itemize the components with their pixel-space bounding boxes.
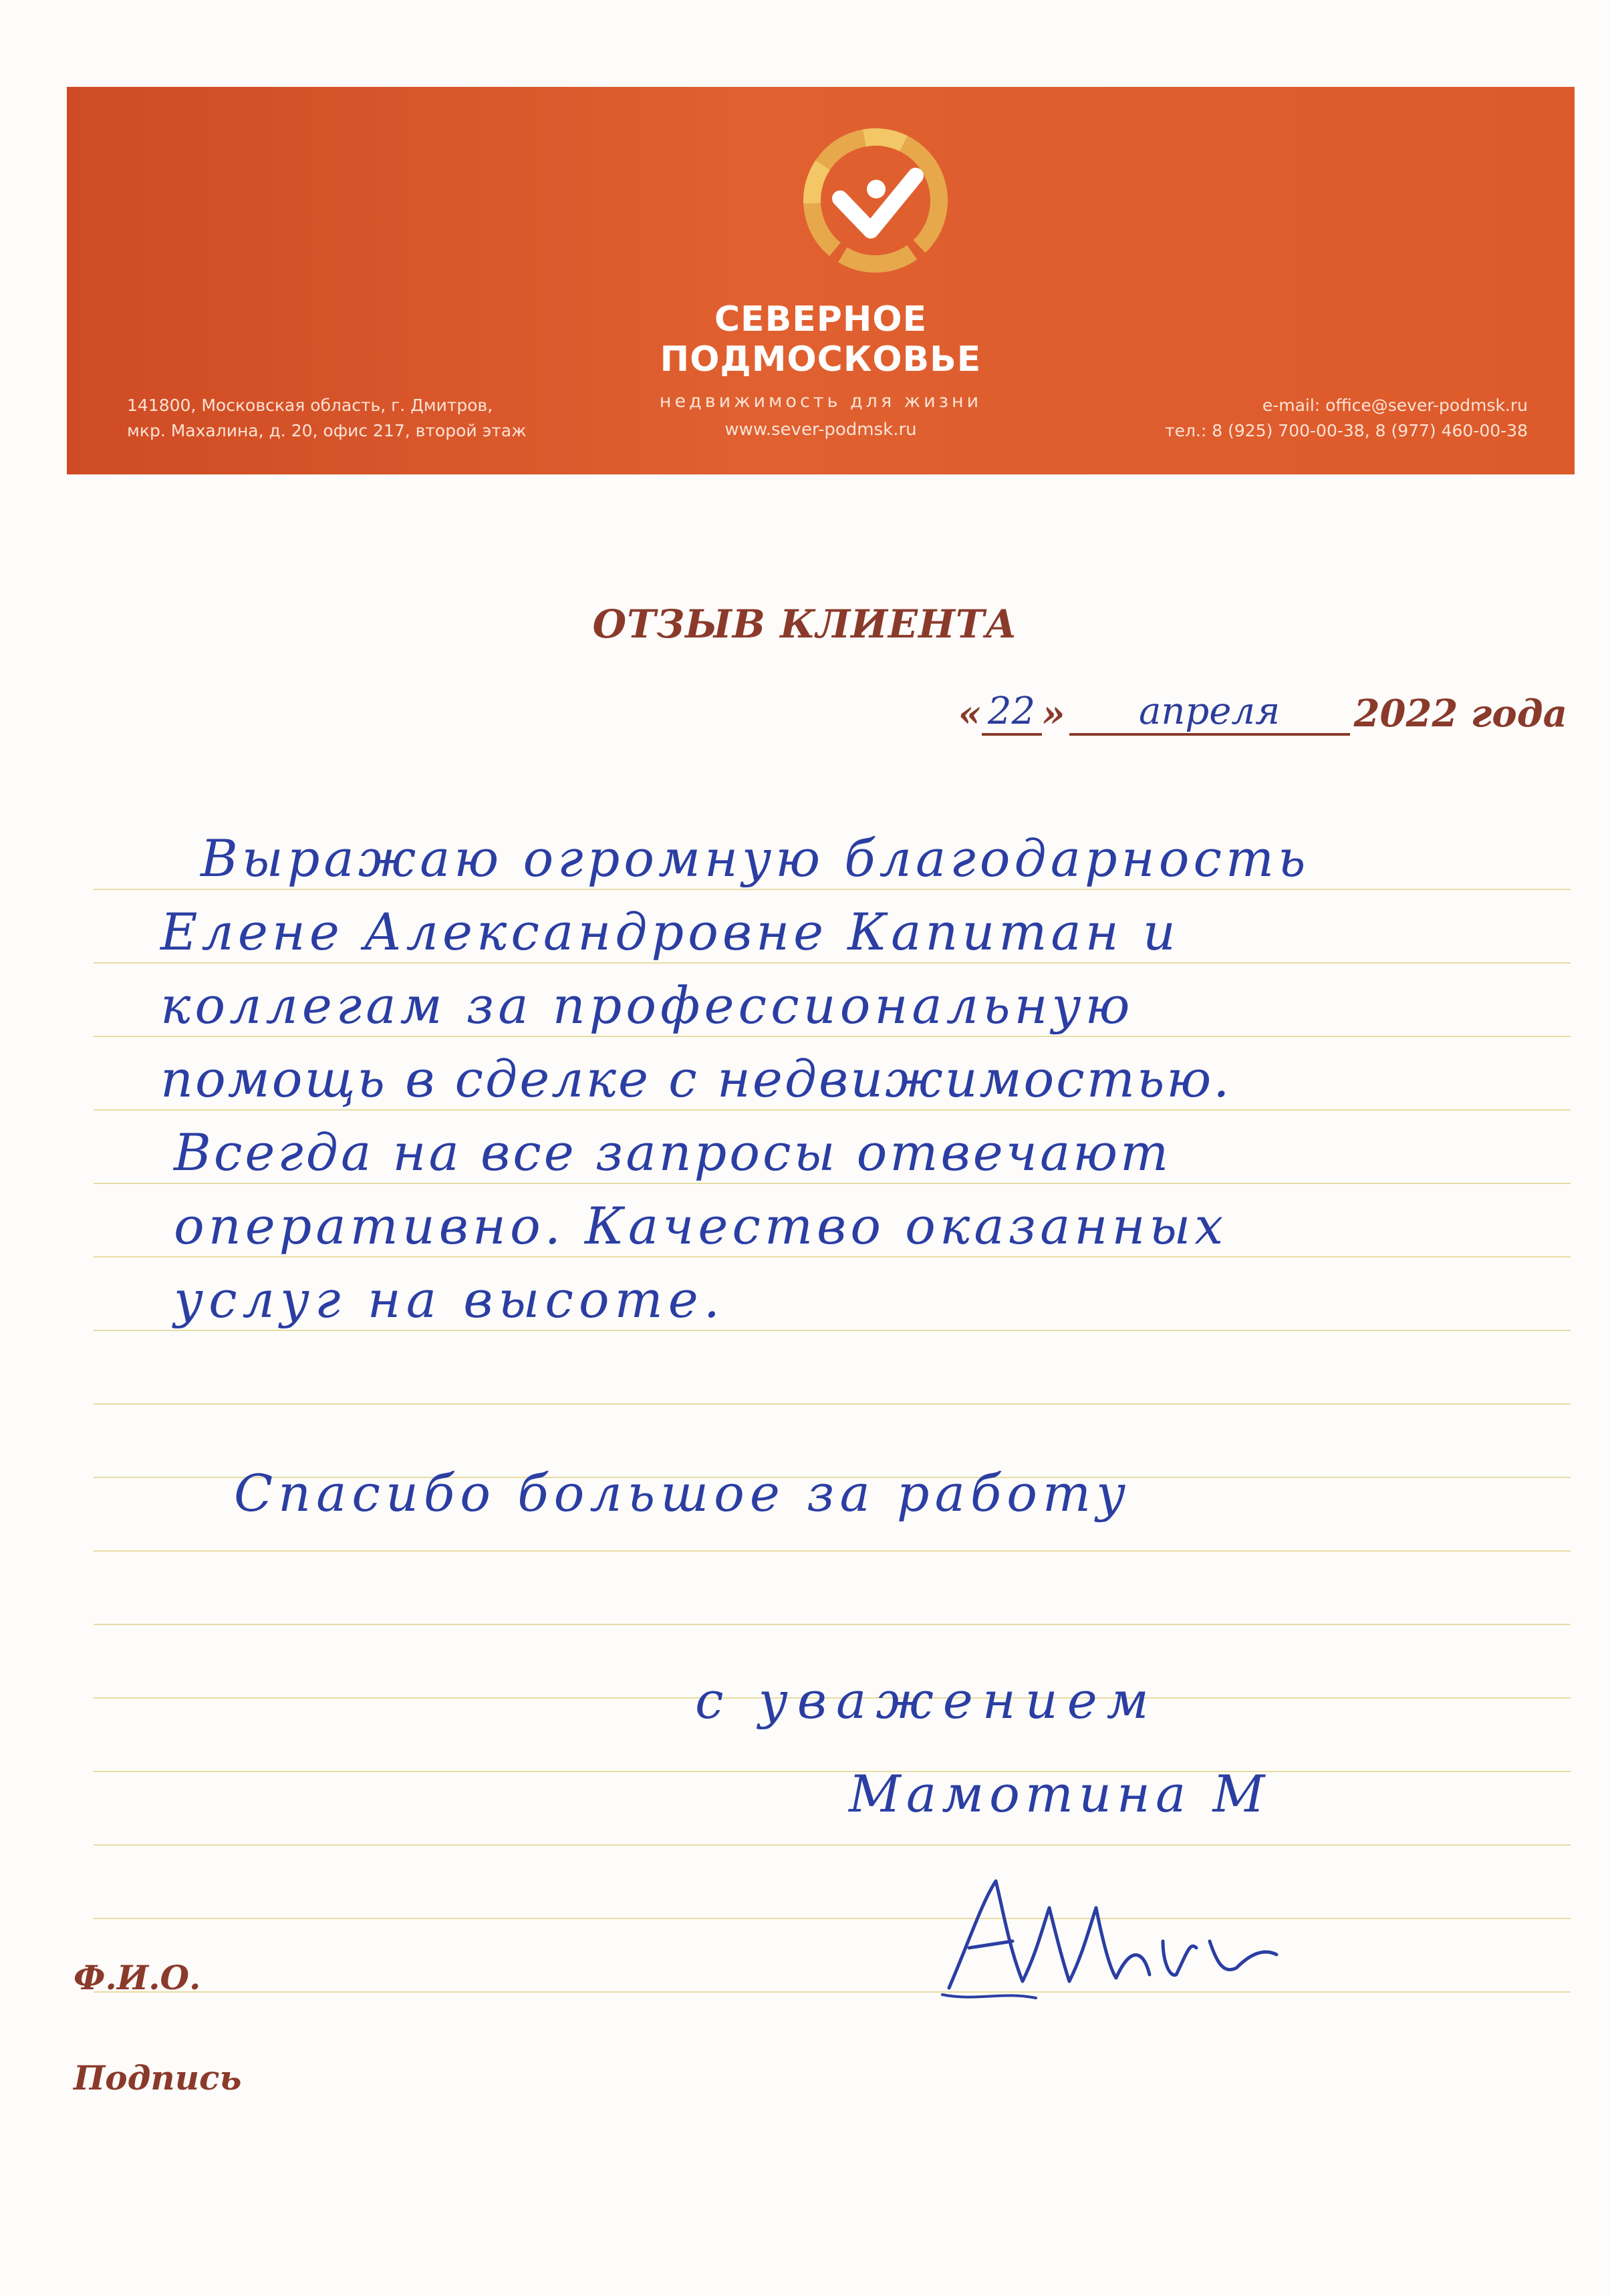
company-header-banner <box>67 87 1575 474</box>
company-logo-icon <box>799 124 952 277</box>
thanks-line: Спасибо большое за работу <box>234 1463 1131 1523</box>
date-year: 2022 года <box>1353 692 1567 736</box>
date-open-quote: « <box>958 692 982 736</box>
review-line: помощь в сделке с недвижимостью. <box>160 1049 1232 1109</box>
ruled-line <box>94 1036 1571 1037</box>
ruled-line <box>94 1109 1571 1111</box>
author-name: Мамотина М <box>849 1764 1270 1824</box>
ruled-line <box>94 1991 1571 1993</box>
ruled-line <box>94 1330 1571 1331</box>
brand-tagline: недвижимость для жизни <box>659 391 982 412</box>
signature-label: Подпись <box>74 2058 242 2098</box>
brand-name-line1: СЕВЕРНОЕ <box>714 299 928 339</box>
ruled-line <box>94 1403 1571 1405</box>
review-line: Всегда на все запросы отвечают <box>174 1123 1172 1182</box>
ruled-line <box>94 1918 1571 1919</box>
ruled-line <box>94 1256 1571 1258</box>
ruled-line <box>94 1624 1571 1625</box>
date-close-quote: » <box>1041 692 1065 736</box>
ruled-line <box>94 889 1571 890</box>
review-line: коллегам за профессиональную <box>160 976 1134 1035</box>
company-phones: тел.: 8 (925) 700-00-38, 8 (977) 460-00-38 <box>1165 421 1528 440</box>
handwritten-signature <box>922 1861 1297 2008</box>
date-month-field: апреля <box>1069 690 1350 736</box>
review-line: услуг на высоте. <box>174 1270 725 1329</box>
brand-name-line2: ПОДМОСКОВЬЕ <box>660 339 982 380</box>
company-address-line1: 141800, Московская область, г. Дмитров, <box>127 396 493 415</box>
ruled-line <box>94 962 1571 964</box>
ruled-line <box>94 1183 1571 1184</box>
date-day-field: 22 <box>982 690 1042 736</box>
ruled-line <box>94 1771 1571 1772</box>
closing-line: с уважением <box>695 1671 1158 1730</box>
ruled-line <box>94 1550 1571 1552</box>
review-line: Елене Александровне Капитан и <box>160 902 1180 962</box>
review-line: оперативно. Качество оказанных <box>174 1196 1228 1256</box>
company-website: www.sever-podmsk.ru <box>724 420 917 440</box>
form-title: ОТЗЫВ КЛИЕНТА <box>592 601 1018 647</box>
ruled-line <box>94 1844 1571 1846</box>
date-line <box>958 692 1567 738</box>
company-address-line2: мкр. Махалина, д. 20, офис 217, второй этаж <box>127 421 527 440</box>
fio-label: Ф.И.О. <box>74 1958 201 1997</box>
review-line: Выражаю огромную благодарность <box>200 829 1310 888</box>
company-email: e-mail: office@sever-podmsk.ru <box>1262 396 1528 415</box>
